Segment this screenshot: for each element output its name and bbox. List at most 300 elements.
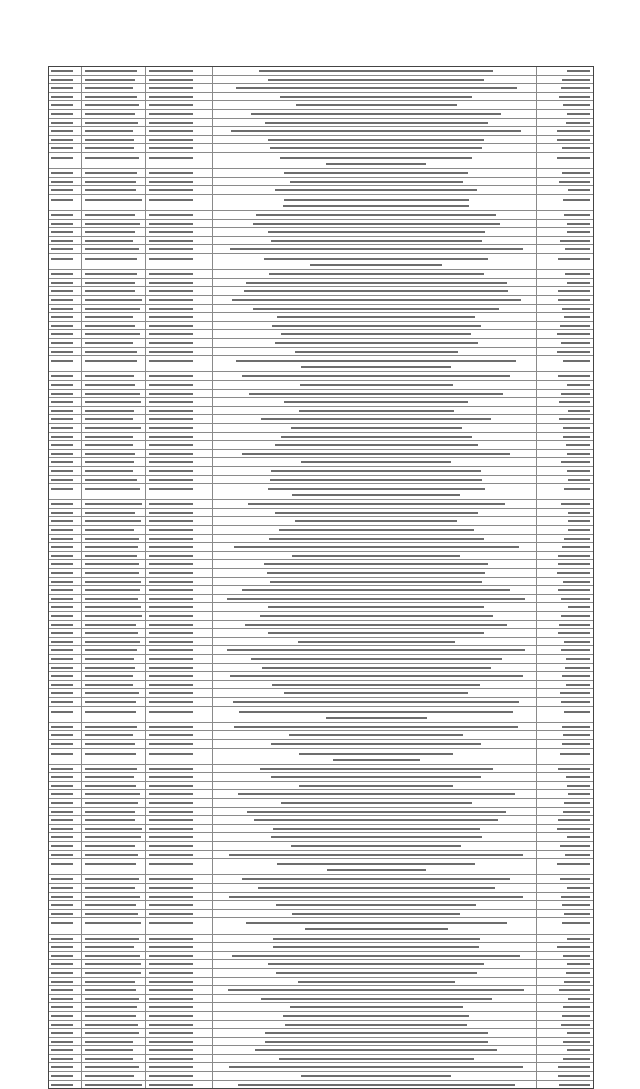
illegible-text [149, 684, 193, 686]
illegible-text [281, 802, 472, 804]
record-number-cell [49, 681, 82, 689]
illegible-text [149, 199, 193, 201]
table-row [49, 731, 593, 740]
illegible-text [558, 375, 590, 377]
illegible-text [51, 231, 73, 233]
illegible-text [246, 282, 507, 284]
amount-cell [537, 749, 593, 764]
illegible-text [231, 130, 521, 132]
illegible-text [85, 113, 135, 115]
illegible-text [563, 1006, 590, 1008]
illegible-text [85, 512, 135, 514]
illegible-text [229, 1066, 523, 1068]
amount-cell [537, 458, 593, 466]
illegible-text [51, 360, 73, 362]
address-cell [213, 910, 538, 918]
table-row [49, 136, 593, 145]
record-number-cell [49, 960, 82, 968]
table-row [49, 245, 593, 254]
record-number-cell [49, 119, 82, 127]
cadastral-number-cell [82, 960, 147, 968]
amount-cell [537, 450, 593, 458]
table-row [49, 560, 593, 569]
record-number-cell [49, 535, 82, 543]
cadastral-number-cell [82, 220, 147, 228]
object-type-cell [146, 995, 213, 1003]
cadastral-number-cell [82, 612, 147, 620]
address-cell [213, 169, 538, 177]
illegible-text [51, 248, 73, 250]
cadastral-number-cell [82, 681, 147, 689]
object-type-cell [146, 808, 213, 816]
illegible-text [85, 147, 134, 149]
illegible-text [85, 1015, 136, 1017]
illegible-text [51, 214, 73, 216]
illegible-text [559, 96, 590, 98]
cadastral-number-cell [82, 621, 147, 629]
illegible-text [85, 1049, 133, 1051]
table-row [49, 254, 593, 270]
cadastral-number-cell [82, 237, 147, 245]
record-number-cell [49, 969, 82, 977]
record-number-cell [49, 799, 82, 807]
illegible-text [149, 351, 193, 353]
amount-cell [537, 476, 593, 484]
address-cell [213, 339, 538, 347]
illegible-text [283, 205, 469, 207]
object-type-cell [146, 144, 213, 152]
cadastral-number-cell [82, 952, 147, 960]
illegible-text [561, 461, 590, 463]
illegible-text [557, 157, 590, 159]
illegible-text [567, 231, 590, 233]
illegible-text [251, 658, 502, 660]
illegible-text [564, 981, 590, 983]
object-type-cell [146, 313, 213, 321]
amount-cell [537, 254, 593, 269]
record-number-cell [49, 893, 82, 901]
record-number-cell [49, 169, 82, 177]
record-number-cell [49, 101, 82, 109]
illegible-text [562, 726, 590, 728]
illegible-text [51, 470, 73, 472]
illegible-text [149, 461, 193, 463]
record-number-cell [49, 1072, 82, 1080]
illegible-text [149, 147, 193, 149]
illegible-text [281, 333, 471, 335]
record-number-cell [49, 1046, 82, 1054]
illegible-text [275, 189, 477, 191]
record-number-cell [49, 842, 82, 850]
object-type-cell [146, 698, 213, 706]
illegible-text [149, 410, 193, 412]
table-row [49, 381, 593, 390]
illegible-text [234, 726, 518, 728]
table-row [49, 723, 593, 732]
address-cell [213, 707, 538, 722]
illegible-text [51, 273, 73, 275]
address-cell [213, 93, 538, 101]
address-cell [213, 476, 538, 484]
illegible-text [51, 436, 73, 438]
illegible-text [559, 1084, 590, 1086]
illegible-text [291, 427, 462, 429]
address-cell [213, 773, 538, 781]
object-type-cell [146, 211, 213, 219]
cadastral-number-cell [82, 782, 147, 790]
table-row [49, 689, 593, 698]
amount-cell [537, 731, 593, 739]
address-cell [213, 296, 538, 304]
table-row [49, 765, 593, 774]
illegible-text [242, 878, 510, 880]
illegible-text [268, 632, 484, 634]
object-type-cell [146, 381, 213, 389]
object-type-cell [146, 707, 213, 722]
table-row [49, 884, 593, 893]
illegible-text [85, 70, 137, 72]
illegible-text [561, 503, 590, 505]
address-cell [213, 859, 538, 874]
record-number-cell [49, 808, 82, 816]
address-cell [213, 398, 538, 406]
illegible-text [85, 555, 137, 557]
object-type-cell [146, 101, 213, 109]
illegible-text [85, 360, 137, 362]
amount-cell [537, 859, 593, 874]
illegible-text [236, 360, 516, 362]
record-number-cell [49, 731, 82, 739]
illegible-text [562, 904, 590, 906]
address-cell [213, 731, 538, 739]
amount-cell [537, 415, 593, 423]
illegible-text [277, 316, 475, 318]
address-cell [213, 390, 538, 398]
object-type-cell [146, 76, 213, 84]
illegible-text [51, 615, 73, 617]
illegible-text [149, 1032, 193, 1034]
cadastral-number-cell [82, 441, 147, 449]
illegible-text [563, 955, 590, 957]
amount-cell [537, 816, 593, 824]
register-table [48, 66, 594, 1089]
illegible-text [271, 836, 482, 838]
cadastral-number-cell [82, 356, 147, 371]
object-type-cell [146, 237, 213, 245]
address-cell [213, 638, 538, 646]
illegible-text [265, 1041, 488, 1043]
illegible-text [271, 470, 481, 472]
illegible-text [149, 139, 193, 141]
illegible-text [51, 503, 73, 505]
object-type-cell [146, 110, 213, 118]
cadastral-number-cell [82, 978, 147, 986]
illegible-text [326, 163, 426, 165]
illegible-text [85, 785, 136, 787]
object-type-cell [146, 875, 213, 883]
illegible-text [51, 240, 73, 242]
illegible-text [85, 316, 133, 318]
object-type-cell [146, 509, 213, 517]
address-cell [213, 381, 538, 389]
address-cell [213, 698, 538, 706]
illegible-text [565, 248, 590, 250]
illegible-text [149, 563, 193, 565]
illegible-text [51, 130, 73, 132]
table-row [49, 195, 593, 211]
illegible-text [562, 79, 590, 81]
table-row [49, 1021, 593, 1030]
illegible-text [85, 768, 137, 770]
illegible-text [85, 273, 137, 275]
cadastral-number-cell [82, 560, 147, 568]
illegible-text [85, 401, 141, 403]
illegible-text [232, 299, 521, 301]
address-cell [213, 851, 538, 859]
address-cell [213, 578, 538, 586]
amount-cell [537, 381, 593, 389]
address-cell [213, 484, 538, 499]
record-number-cell [49, 127, 82, 135]
illegible-text [85, 139, 134, 141]
cadastral-number-cell [82, 995, 147, 1003]
illegible-text [51, 743, 73, 745]
illegible-text [51, 1058, 73, 1060]
illegible-text [51, 290, 73, 292]
illegible-text [248, 503, 505, 505]
illegible-text [149, 989, 193, 991]
table-row [49, 918, 593, 934]
record-number-cell [49, 136, 82, 144]
cadastral-number-cell [82, 578, 147, 586]
object-type-cell [146, 960, 213, 968]
illegible-text [149, 436, 193, 438]
illegible-text [149, 342, 193, 344]
illegible-text [85, 214, 135, 216]
cadastral-number-cell [82, 859, 147, 874]
illegible-text [149, 887, 193, 889]
illegible-text [85, 248, 139, 250]
amount-cell [537, 237, 593, 245]
illegible-text [560, 753, 590, 755]
illegible-text [149, 734, 193, 736]
amount-cell [537, 348, 593, 356]
illegible-text [149, 290, 193, 292]
object-type-cell [146, 1003, 213, 1011]
address-cell [213, 646, 538, 654]
illegible-text [566, 444, 590, 446]
illegible-text [149, 87, 193, 89]
illegible-text [242, 453, 510, 455]
record-number-cell [49, 484, 82, 499]
illegible-text [51, 1066, 73, 1068]
object-type-cell [146, 228, 213, 236]
address-cell [213, 560, 538, 568]
address-cell [213, 356, 538, 371]
amount-cell [537, 245, 593, 253]
illegible-text [51, 1032, 73, 1034]
illegible-text [85, 181, 136, 183]
object-type-cell [146, 153, 213, 168]
amount-cell [537, 918, 593, 933]
illegible-text [247, 811, 506, 813]
illegible-text [281, 436, 472, 438]
illegible-text [268, 231, 485, 233]
illegible-text [557, 139, 590, 141]
amount-cell [537, 560, 593, 568]
address-cell [213, 918, 538, 933]
illegible-text [568, 520, 590, 522]
illegible-text [85, 701, 136, 703]
cadastral-number-cell [82, 595, 147, 603]
amount-cell [537, 1055, 593, 1063]
illegible-text [563, 734, 590, 736]
object-type-cell [146, 884, 213, 892]
amount-cell [537, 1081, 593, 1089]
illegible-text [85, 96, 137, 98]
object-type-cell [146, 790, 213, 798]
illegible-text [566, 122, 590, 124]
illegible-text [566, 972, 590, 974]
cadastral-number-cell [82, 348, 147, 356]
illegible-text [85, 922, 141, 924]
illegible-text [564, 913, 590, 915]
address-cell [213, 808, 538, 816]
illegible-text [270, 147, 482, 149]
table-row [49, 390, 593, 399]
illegible-text [85, 845, 135, 847]
amount-cell [537, 211, 593, 219]
address-cell [213, 603, 538, 611]
illegible-text [149, 998, 193, 1000]
cadastral-number-cell [82, 372, 147, 380]
table-row [49, 1072, 593, 1081]
illegible-text [563, 1041, 590, 1043]
illegible-text [85, 258, 137, 260]
address-cell [213, 664, 538, 672]
illegible-text [51, 520, 73, 522]
cadastral-number-cell [82, 67, 147, 75]
cadastral-number-cell [82, 808, 147, 816]
illegible-text [51, 785, 73, 787]
table-row [49, 433, 593, 442]
illegible-text [85, 461, 134, 463]
illegible-text [255, 1049, 497, 1051]
record-number-cell [49, 978, 82, 986]
illegible-text [149, 104, 193, 106]
record-number-cell [49, 875, 82, 883]
table-row [49, 1012, 593, 1021]
object-type-cell [146, 407, 213, 415]
object-type-cell [146, 119, 213, 127]
illegible-text [51, 181, 73, 183]
cadastral-number-cell [82, 84, 147, 92]
cadastral-number-cell [82, 484, 147, 499]
amount-cell [537, 110, 593, 118]
table-row [49, 1063, 593, 1072]
table-row [49, 655, 593, 664]
illegible-text [85, 375, 134, 377]
address-cell [213, 740, 538, 748]
address-cell [213, 723, 538, 731]
amount-cell [537, 144, 593, 152]
address-cell [213, 978, 538, 986]
amount-cell [537, 76, 593, 84]
cadastral-number-cell [82, 1003, 147, 1011]
illegible-text [149, 981, 193, 983]
illegible-text [567, 887, 590, 889]
illegible-text [149, 427, 193, 429]
illegible-text [238, 1084, 515, 1086]
record-number-cell [49, 952, 82, 960]
object-type-cell [146, 1063, 213, 1071]
illegible-text [85, 972, 141, 974]
illegible-text [51, 768, 73, 770]
illegible-text [51, 641, 73, 643]
illegible-text [51, 938, 73, 940]
illegible-text [85, 538, 139, 540]
illegible-text [51, 1084, 73, 1086]
cadastral-number-cell [82, 773, 147, 781]
illegible-text [301, 1075, 451, 1077]
illegible-text [149, 214, 193, 216]
address-cell [213, 313, 538, 321]
illegible-text [85, 1084, 142, 1086]
illegible-text [149, 299, 193, 301]
cadastral-number-cell [82, 535, 147, 543]
cadastral-number-cell [82, 740, 147, 748]
address-cell [213, 986, 538, 994]
cadastral-number-cell [82, 664, 147, 672]
record-number-cell [49, 595, 82, 603]
illegible-text [85, 743, 135, 745]
illegible-text [564, 488, 590, 490]
cadastral-number-cell [82, 1072, 147, 1080]
illegible-text [149, 470, 193, 472]
object-type-cell [146, 1012, 213, 1020]
illegible-text [51, 555, 73, 557]
object-type-cell [146, 186, 213, 194]
illegible-text [149, 172, 193, 174]
illegible-text [149, 1006, 193, 1008]
illegible-text [149, 581, 193, 583]
illegible-text [149, 828, 193, 830]
amount-cell [537, 578, 593, 586]
illegible-text [149, 122, 193, 124]
object-type-cell [146, 322, 213, 330]
amount-cell [537, 986, 593, 994]
illegible-text [562, 308, 590, 310]
illegible-text [51, 989, 73, 991]
cadastral-number-cell [82, 476, 147, 484]
illegible-text [253, 308, 499, 310]
record-number-cell [49, 153, 82, 168]
record-number-cell [49, 1012, 82, 1020]
table-row [49, 467, 593, 476]
record-number-cell [49, 467, 82, 475]
amount-cell [537, 773, 593, 781]
cadastral-number-cell [82, 433, 147, 441]
address-cell [213, 681, 538, 689]
illegible-text [85, 333, 140, 335]
illegible-text [149, 1015, 193, 1017]
illegible-text [85, 711, 136, 713]
illegible-text [85, 1041, 133, 1043]
cadastral-number-cell [82, 825, 147, 833]
illegible-text [269, 538, 484, 540]
address-cell [213, 228, 538, 236]
illegible-text [560, 878, 590, 880]
